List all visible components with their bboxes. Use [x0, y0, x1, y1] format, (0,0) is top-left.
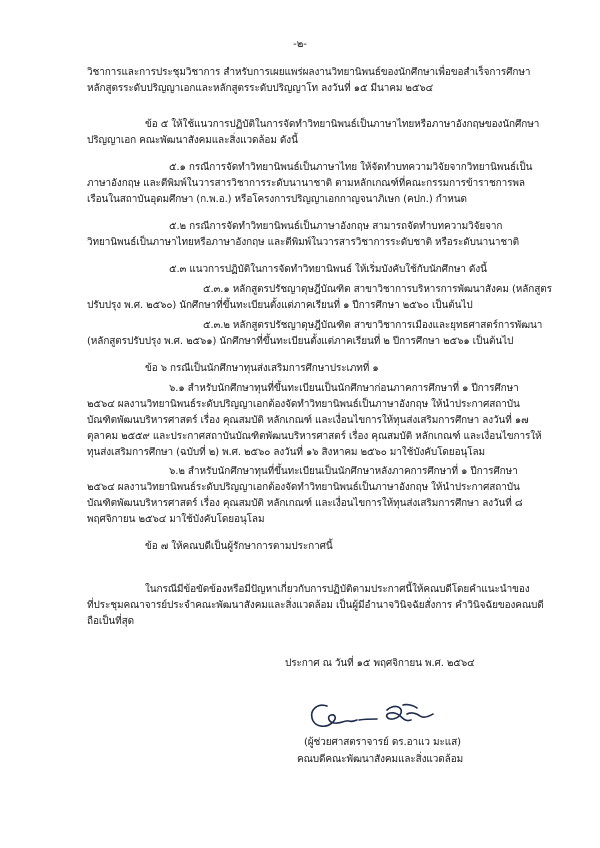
clause-5-3-1-line-1: ๕.๓.๑ หลักสูตรปรัชญาดุษฎีบัณฑิต สาขาวิชาการบริหารการพัฒนาสังคม (หลักสูตร — [203, 284, 552, 295]
clause-5-1-line-2: ภาษาอังกฤษ และตีพิมพ์ในวารสารวิชาการระดับนานาชาติ ตามหลักเกณฑ์ที่คณะกรรมการข้าราชการพล — [87, 178, 525, 189]
signatory-title: คณบดีคณะพัฒนาสังคมและสิ่งแวดล้อม — [297, 754, 464, 765]
closing-line-3: ถือเป็นที่สุด — [87, 616, 135, 627]
clause-5-3-2-line-1: ๕.๓.๒ หลักสูตรปรัชญาดุษฎีบัณฑิต สาขาวิชาการเมืองและยุทธศาสตร์การพัฒนา — [203, 320, 543, 331]
announcement-date: ประกาศ ณ วันที่ ๑๕ พฤศจิกายน พ.ศ. ๒๕๖๔ — [285, 658, 475, 669]
clause-5-3-line-1: ๕.๓ แนวการปฏิบัติในการจัดทำวิทยานิพนธ์ ให้เริ่มบังคับใช้กับนักศึกษา ดังนี้ — [169, 264, 487, 275]
signatory-name: (ผู้ช่วยศาสตราจารย์ ดร.อาแว มะแส) — [304, 737, 461, 748]
clause-6-1-line-5: ทุนส่งเสริมการศึกษา (ฉบับที่ ๒) พ.ศ. ๒๕๖๐ ลงวันที่ ๑๖ สิงหาคม ๒๕๖๐ มาใช้บังคับโดยอนุโลม — [87, 447, 485, 458]
clause-6-1-line-1: ๖.๑ สำหรับนักศึกษาทุนที่ขึ้นทะเบียนเป็นนักศึกษาก่อนภาคการศึกษาที่ ๑ ปีการศึกษา — [169, 383, 519, 394]
clause-6-line-1: ข้อ ๖ กรณีเป็นนักศึกษาทุนส่งเสริมการศึกษาประเภทที่ ๑ — [145, 363, 379, 374]
clause-5-3-2-line-2: (หลักสูตรปรับปรุง พ.ศ. ๒๕๖๑) นักศึกษาที่ขึ้นทะเบียนตั้งแต่ภาคเรียนที่ ๒ ปีการศึกษา ๒๕๖๑ เป็นต้นไป — [87, 336, 514, 347]
clause-5-3-1-line-2: ปรับปรุง พ.ศ. ๒๕๖๐) นักศึกษาที่ขึ้นทะเบียนตั้งแต่ภาคเรียนที่ ๑ ปีการศึกษา ๒๕๖๐ เป็นต้นไป — [87, 300, 473, 311]
clause-6-2-line-2: ๒๕๖๔ ผลงานวิทยานิพนธ์ระดับปริญญาเอกต้องจัดทำวิทยานิพนธ์เป็นภาษาอังกฤษ ให้นำประกาศสถาบัน — [87, 482, 520, 493]
clause-6-2-line-4: พฤศจิกายน ๒๕๖๔ มาใช้บังคับโดยอนุโลม — [87, 514, 265, 525]
clause-5-line-2: ปริญญาเอก คณะพัฒนาสังคมและสิ่งแวดล้อม ดังนี้ — [87, 135, 298, 146]
clause-5-1-line-3: เรือนในสถาบันอุดมศึกษา (ก.พ.อ.) หรือโครงการปริญญาเอกกาญจนาภิเษก (คปก.) กำหนด — [87, 194, 467, 205]
clause-6-1-line-2: ๒๕๖๔ ผลงานวิทยานิพนธ์ระดับปริญญาเอกต้องจัดทำวิทยานิพนธ์เป็นภาษาอังกฤษ ให้นำประกาศสถาบัน — [87, 399, 520, 410]
closing-line-2: ที่ประชุมคณาจารย์ประจำคณะพัฒนาสังคมและสิ่งแวดล้อม เป็นผู้มีอำนาจวินิจฉัยสั่งการ คำวินิจฉัยของคณบดี — [87, 600, 544, 611]
carryover-line-1: วิชาการและการประชุมวิชาการ สำหรับการเผยแพร่ผลงานวิทยานิพนธ์ของนักศึกษาเพื่อขอสำเร็จการศึกษา — [87, 67, 531, 78]
clause-5-line-1: ข้อ ๕ ให้ใช้แนวการปฏิบัติในการจัดทำวิทยานิพนธ์เป็นภาษาไทยหรือภาษาอังกฤษของนักศึกษา — [145, 119, 540, 130]
clause-5-2-line-2: วิทยานิพนธ์เป็นภาษาไทยหรือภาษาอังกฤษ และตีพิมพ์ในวารสารวิชาการระดับชาติ หรือระดับนานาชาติ — [87, 237, 519, 248]
clause-6-1-line-4: ตุลาคม ๒๕๕๙ และประกาศสถาบันบัณฑิตพัฒนบริหารศาสตร์ เรื่อง คุณสมบัติ หลักเกณฑ์ และเงื่อนไขการให้ — [87, 431, 542, 442]
clause-6-2-line-1: ๖.๒ สำหรับนักศึกษาทุนที่ขึ้นทะเบียนเป็นนักศึกษาหลังภาคการศึกษาที่ ๑ ปีการศึกษา — [169, 466, 518, 477]
clause-6-1-line-3: บัณฑิตพัฒนบริหารศาสตร์ เรื่อง คุณสมบัติ หลักเกณฑ์ และเงื่อนไขการให้ทุนส่งเสริมการศึกษา ลงวันที่ ๑๗ — [87, 415, 529, 426]
clause-5-2-line-1: ๕.๒ กรณีการจัดทำวิทยานิพนธ์เป็นภาษาอังกฤษ สามารถจัดทำบทความวิจัยจาก — [169, 221, 503, 232]
dean-signature — [307, 700, 439, 734]
clause-5-1-line-1: ๕.๑ กรณีการจัดทำวิทยานิพนธ์เป็นภาษาไทย ให้จัดทำบทความวิจัยจากวิทยานิพนธ์เป็น — [169, 162, 533, 173]
carryover-line-2: หลักสูตรระดับปริญญาเอกและหลักสูตรระดับปริญญาโท ลงวันที่ ๑๕ มีนาคม ๒๕๖๔ — [87, 83, 434, 94]
clause-6-2-line-3: บัณฑิตพัฒนบริหารศาสตร์ เรื่อง คุณสมบัติ หลักเกณฑ์ และเงื่อนไขการให้ทุนส่งเสริมการศึกษา ลงวันที่ ๘ — [87, 498, 523, 509]
closing-line-1: ในกรณีมีข้อขัดข้องหรือมีปัญหาเกี่ยวกับการปฏิบัติตามประกาศนี้ให้คณบดีโดยคำแนะนำของ — [145, 584, 530, 595]
page-number: -๒- — [293, 39, 307, 50]
clause-7-line-1: ข้อ ๗ ให้คณบดีเป็นผู้รักษาการตามประกาศนี้ — [145, 541, 333, 552]
